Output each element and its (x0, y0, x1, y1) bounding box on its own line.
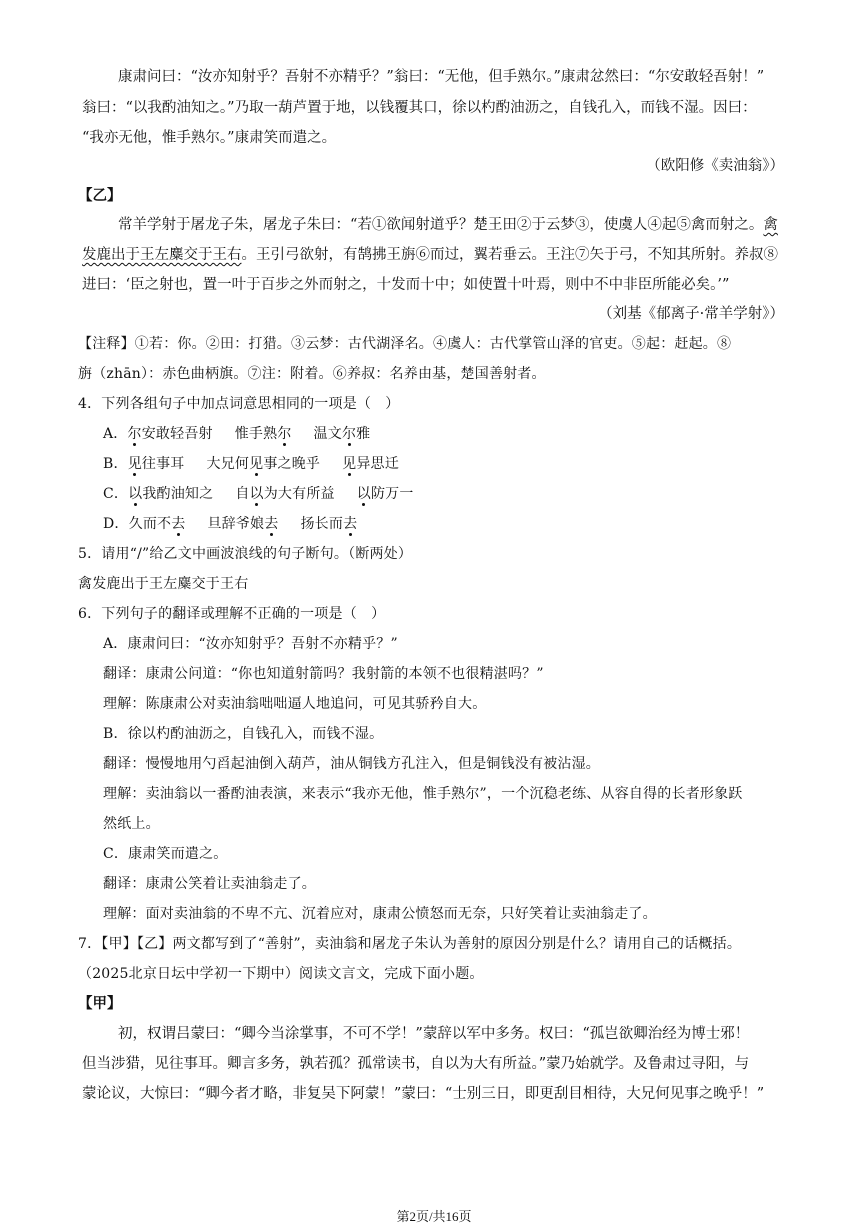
dotted-word: 见 (127, 456, 142, 472)
question-6-line: B．徐以杓酌油沥之，自钱孔入，而钱不湿。 (103, 726, 384, 742)
option-text: 久而不 (128, 516, 172, 532)
question-6-line: 理解：卖油翁以一番酌油表演，来表示“我亦无他，惟手熟尔”，一个沉稳老练、从容自得的长者形象跃 (103, 786, 743, 802)
passage-yi-line-1-text: 常羊学射于屠龙子朱，屠龙子朱曰：“若①欲闻射道乎？楚王田②于云梦③，使虞人④起⑤禽而射之。 (118, 217, 764, 233)
passage-3-line-1: 初，权谓吕蒙曰：“卿今当涂掌事，不可不学！”蒙辞以军中多务。权曰：“孤岂欲卿治经为博士邪！ (118, 1026, 750, 1042)
question-6-line: 翻译：康肃公笑着让卖油翁走了。 (103, 876, 316, 892)
passage-3-line-2: 但当涉猎，见往事耳。卿言多务，孰若孤？孤常读书，自以为大有所益。”蒙乃始就学。及鲁肃过寻阳，与 (82, 1056, 750, 1072)
dotted-word: 以 (356, 486, 371, 502)
dotted-word: 去 (171, 516, 186, 532)
option-text: 我酌油知之 (142, 486, 214, 502)
next-passage-intro: （2025北京日坛中学初一下期中）阅读文言文，完成下面小题。 (78, 966, 484, 982)
dotted-word: 见 (249, 456, 264, 472)
option-text: 事之晚乎 (263, 456, 321, 472)
dotted-word: 去 (264, 516, 279, 532)
page-footer: 第2页/共16页 (396, 1209, 472, 1224)
question-6-line: 理解：面对卖油翁的不卑不亢、沉着应对，康肃公愤怒而无奈，只好笑着让卖油翁走了。 (103, 906, 657, 922)
question-4-option-d (103, 513, 357, 535)
option-text: 旦辞爷娘 (207, 516, 265, 532)
question-6-line: A．康肃问曰：“汝亦知射乎？吾射不亦精乎？” (103, 636, 398, 652)
option-prefix: B． (103, 456, 128, 472)
dotted-word: 以 (128, 486, 143, 502)
option-text: 为大有所益 (263, 486, 335, 502)
option-text: 自 (235, 486, 250, 502)
option-prefix: D． (103, 516, 129, 532)
dotted-word: 见 (342, 456, 357, 472)
passage-yi-line-2 (82, 244, 778, 266)
passage-yi-line-3: 进曰：‘臣之射也，置一叶于百步之外而射之，十发而十中；如使置十叶焉，则中不中非臣所能必矣。’” (82, 277, 730, 293)
option-text: 往事耳 (141, 456, 185, 472)
option-prefix: A． (103, 426, 128, 442)
question-5-stem: 5．请用“/”给乙文中画波浪线的句子断句。（断两处） (78, 546, 413, 562)
option-text: 温文 (313, 426, 342, 442)
question-6-line: 翻译：康肃公问道：“你也知道射箭吗？我射箭的本领不也很精湛吗？” (103, 666, 544, 682)
question-6-line: 翻译：慢慢地用勺舀起油倒入葫芦，油从铜钱方孔注入，但是铜钱没有被沾湿。 (103, 756, 600, 772)
option-text: 雅 (356, 426, 371, 442)
option-prefix: C． (103, 486, 129, 502)
notes-line-1: 【注释】①若：你。②田：打猎。③云梦：古代湖泽名。④虞人：古代掌管山泽的官吏。⑤起：赶起。⑧ (78, 336, 732, 352)
question-6-line: 然纸上。 (103, 816, 160, 832)
passage-yi-line-2-text: 。王引弓欲射，有鹄拂王旃⑥而过，翼若垂云。王注⑦矢于弓，不知其所射。养叔⑧ (241, 247, 778, 263)
passage-jia-line-2: 翁曰：“以我酌油知之。”乃取一葫芦置于地，以钱覆其口，徐以杓酌油沥之，自钱孔入，而钱不湿。因曰： (82, 100, 757, 116)
option-text: 异思迁 (356, 456, 399, 472)
dotted-word: 尔 (341, 426, 357, 442)
question-6-line: C．康肃笑而遣之。 (103, 846, 228, 862)
dotted-word: 尔 (127, 426, 142, 442)
dotted-word: 尔 (277, 426, 292, 442)
passage-jia-line-1: 康肃问曰：“汝亦知射乎？吾射不亦精乎？”翁曰：“无他，但手熟尔。”康肃忿然曰：“尔安敢轻吾射！” (118, 69, 765, 85)
passage-3-line-3: 蒙论议，大惊曰：“卿今者才略，非复吴下阿蒙！”蒙曰：“士别三日，即更刮目相待，大兄何见事之晚乎！” (82, 1086, 765, 1102)
question-6-stem: 6．下列句子的翻译或理解不正确的一项是（ ） (78, 606, 386, 622)
option-text: 大兄何 (206, 456, 250, 472)
passage-jia-source: （欧阳修《卖油翁》） (646, 158, 784, 174)
notes-line-2: 旃（zhān）：赤色曲柄旗。⑦注：附着。⑥养叔：名养由基，楚国善射者。 (78, 366, 546, 382)
wavy-sentence: 发鹿出于王左麋交于王右 (82, 247, 242, 263)
option-text: 扬长而 (300, 516, 344, 532)
option-text: 安敢轻吾射 (141, 426, 213, 442)
option-text: 防万一 (370, 486, 414, 502)
question-5-sentence: 禽发鹿出于王左麋交于王右 (78, 576, 249, 592)
question-4-option-a (103, 423, 370, 445)
question-6-line: 理解：陈康肃公对卖油翁咄咄逼人地追问，可见其骄矜自大。 (103, 696, 487, 712)
question-4-stem: 4．下列各组句子中加点词意思相同的一项是（ ） (78, 396, 400, 412)
question-7: 7．【甲】【乙】两文都写到了“善射”，卖油翁和屠龙子朱认为善射的原因分别是什么？请用自己的话概括。 (78, 936, 742, 952)
passage-yi-source: （刘基《郁离子·常羊学射》） (598, 306, 784, 322)
option-text: 惟手熟 (234, 426, 278, 442)
section-label-jia: 【甲】 (78, 995, 122, 1012)
wavy-sentence-start: 禽 (763, 217, 778, 233)
section-label-yi: 【乙】 (78, 187, 122, 204)
dotted-word: 以 (249, 486, 264, 502)
dotted-word: 去 (343, 516, 358, 532)
question-4-option-b (103, 453, 399, 475)
passage-yi-line-1 (118, 214, 778, 236)
passage-jia-line-3: “我亦无他，惟手熟尔。”康肃笑而遣之。 (82, 130, 337, 146)
question-4-option-c (103, 483, 414, 505)
